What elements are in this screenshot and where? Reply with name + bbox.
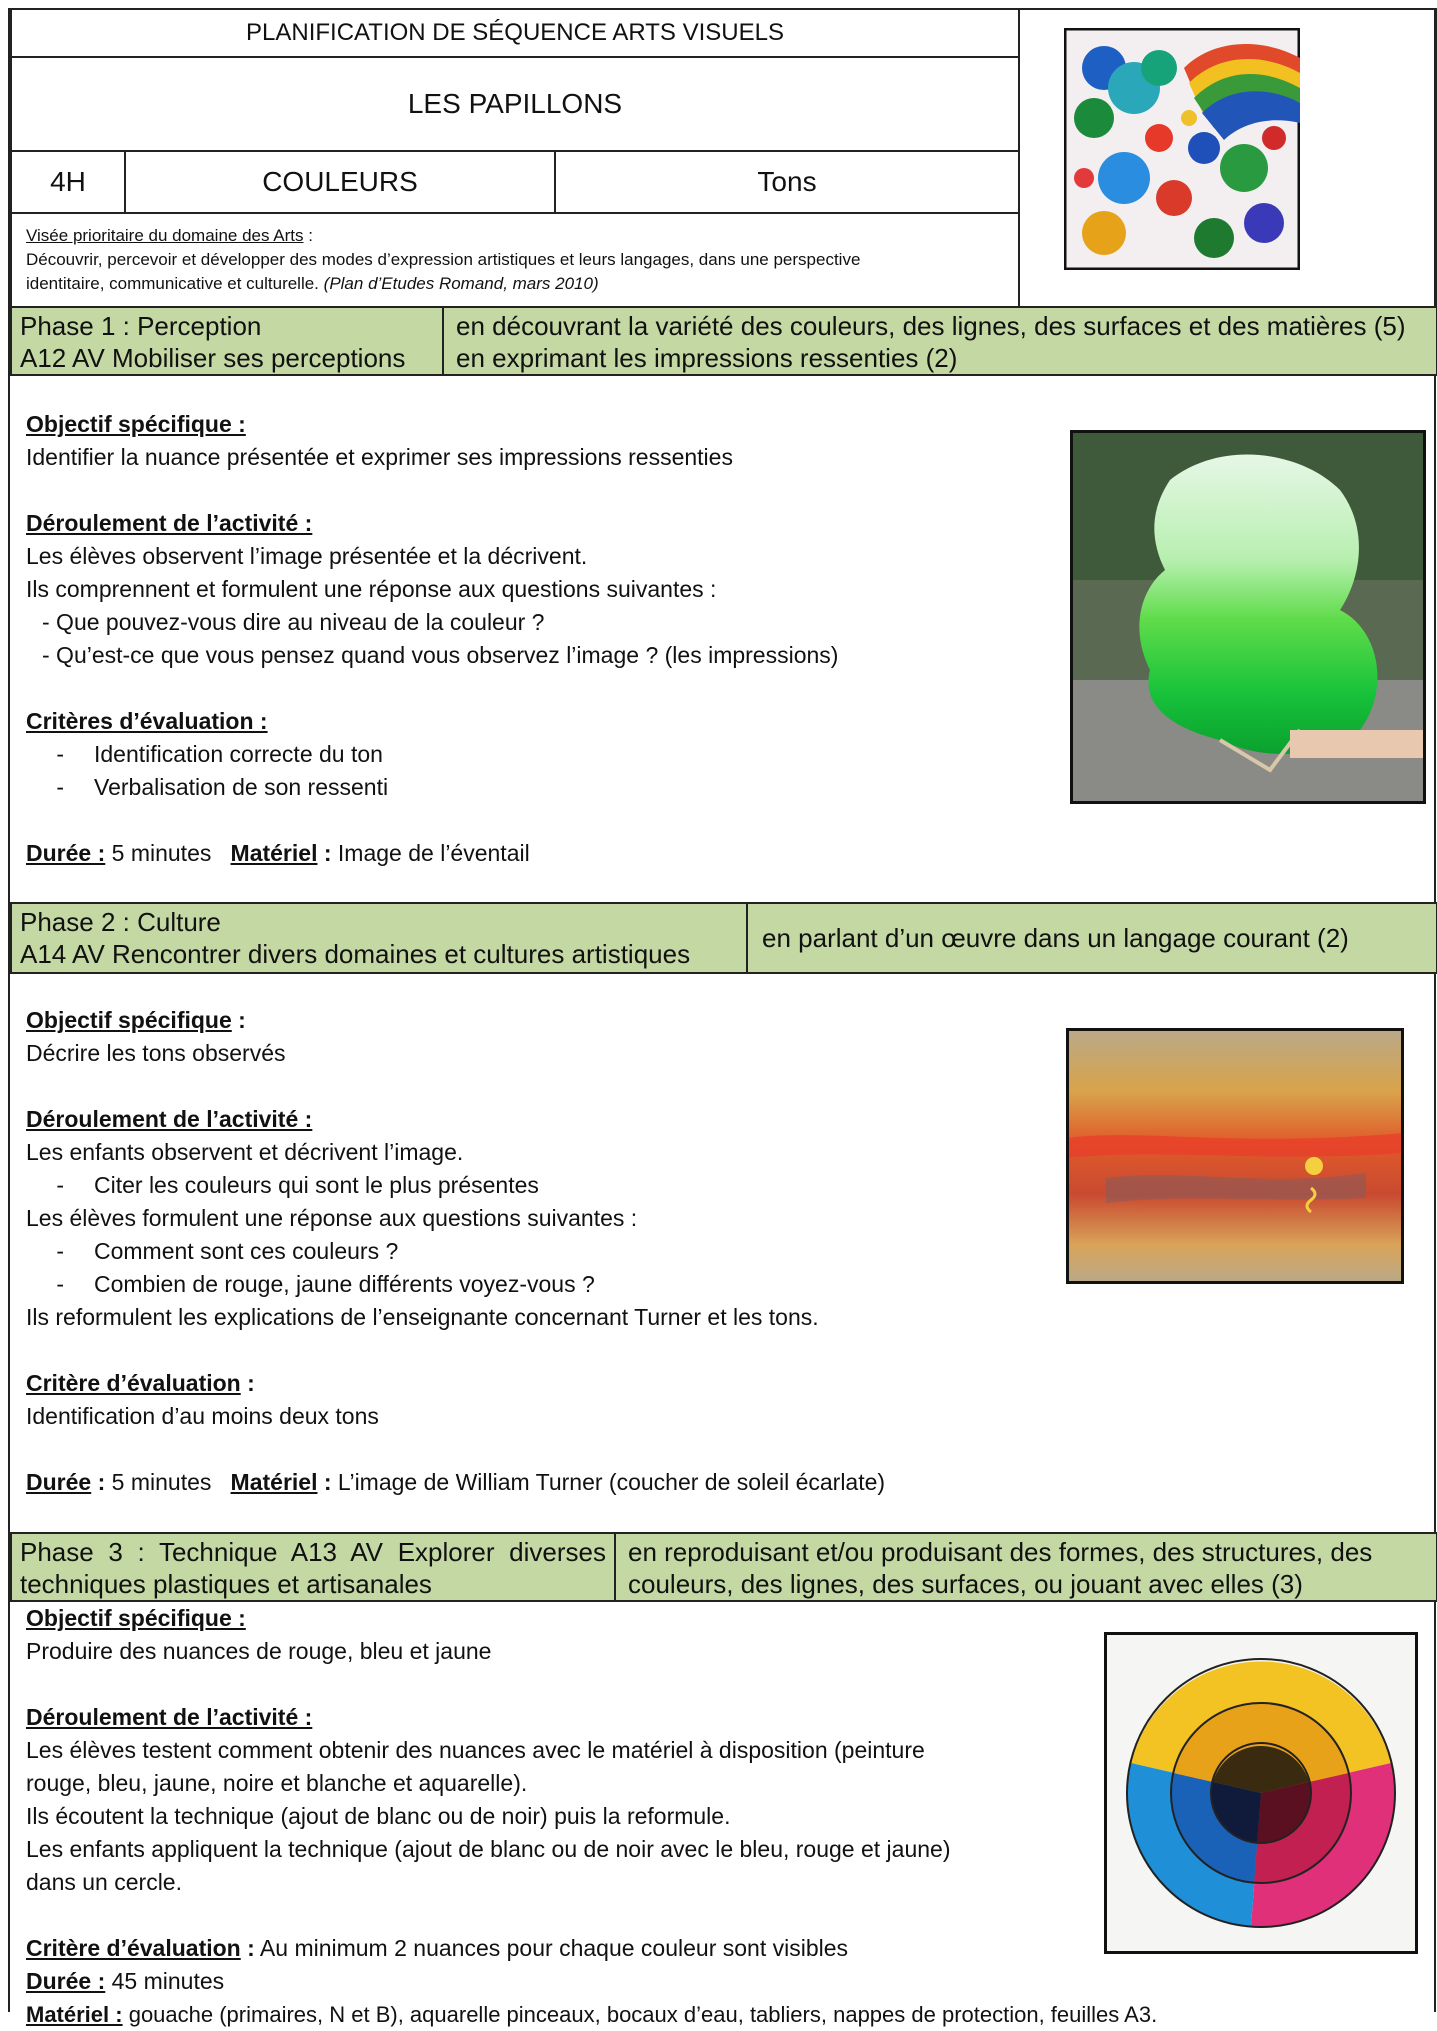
phase2-deroulement-3: Ils reformulent les explications de l’enseignante concernant Turner et les tons. (26, 1304, 819, 1330)
phase1-deroulement-label: Déroulement de l’activité : (26, 510, 313, 536)
phase2-objectif-label: Objectif spécifique (26, 1007, 232, 1033)
phase1-deroulement-2: Ils comprennent et formulent une réponse aux questions suivantes : (26, 576, 717, 602)
phase2-materiel-label: Matériel (230, 1469, 318, 1495)
phase1-duree-value: 5 minutes (105, 840, 212, 866)
phase1-critere-1-item (26, 738, 1026, 771)
phase2-band-right (746, 902, 1437, 974)
plan-title: PLANIFICATION DE SÉQUENCE ARTS VISUELS (246, 19, 784, 46)
bullet-dash: - (56, 1238, 64, 1264)
phase3-objectif-text: Produire des nuances de rouge, bleu et jaune (26, 1638, 492, 1664)
phase2-objectif-colon: : (231, 1007, 246, 1033)
phase3-materiel-line (26, 1998, 1426, 2031)
visee-text-2: identitaire, communicative et culturelle. (26, 274, 319, 293)
bullet-dash: - (56, 774, 64, 800)
visee-text-1: Découvrir, percevoir et développer des modes d’expression artistiques et leurs langages, dans une perspective (26, 250, 861, 269)
phase1-question-2: - Qu’est-ce que vous pensez quand vous observez l’image ? (les impressions) (42, 642, 839, 668)
header-image-cell (1018, 8, 1437, 308)
visee-source: (Plan d’Etudes Romand, mars 2010) (323, 274, 599, 293)
visee-block (26, 224, 1018, 296)
domain-label: COULEURS (262, 166, 418, 197)
plan-title-cell (10, 8, 1020, 58)
phase3-deroulement-label: Déroulement de l’activité : (26, 1704, 313, 1730)
phase2-deroulement-label: Déroulement de l’activité : (26, 1106, 313, 1132)
phase2-title: Phase 2 : Culture (20, 907, 221, 937)
bullet-dash: - (56, 1172, 64, 1198)
phase3-title-1: Phase 3 : Technique A13 AV Explorer diverses (20, 1537, 606, 1567)
phase2-materiel-colon: : (317, 1469, 332, 1495)
phase2-subtitle: A14 AV Rencontrer divers domaines et cultures artistiques (20, 939, 691, 969)
phase1-objectif-text: Identifier la nuance présentée et exprimer ses impressions ressenties (26, 444, 733, 470)
phase2-duree-colon: : (91, 1469, 106, 1495)
notion-label: Tons (757, 166, 817, 197)
phase1-deroulement-1: Les élèves observent l’image présentée et la décrivent. (26, 543, 588, 569)
phase1-content (26, 408, 1026, 870)
domain-cell (124, 150, 556, 214)
phase3-deroulement-4: Les enfants appliquent la technique (ajout de blanc ou de noir avec le bleu, rouge et jaune) (26, 1836, 951, 1862)
phase2-deroulement-2: Les élèves formulent une réponse aux questions suivantes : (26, 1205, 638, 1231)
phase2-content (26, 1004, 1026, 1499)
phase2-objectif-text: Décrire les tons observés (26, 1040, 286, 1066)
phase3-critere-label: Critère d’évaluation (26, 1935, 241, 1961)
phase3-deroulement-1: Les élèves testent comment obtenir des nuances avec le matériel à disposition (peinture (26, 1737, 925, 1763)
phase2-duree-label: Durée (26, 1469, 92, 1495)
phase1-question-1: - Que pouvez-vous dire au niveau de la couleur ? (42, 609, 545, 635)
phase1-objectif-label: Objectif spécifique : (26, 411, 246, 437)
phase1-aim-2: en exprimant les impressions ressenties (2) (456, 343, 958, 373)
phase2-bullet-2-item (26, 1235, 1026, 1268)
phase3-materiel-value: gouache (primaires, N et B), aquarelle pinceaux, bocaux d’eau, tabliers, nappes de protection, feuilles A3. (122, 2002, 1158, 2027)
bullet-dash: - (56, 1271, 64, 1297)
turner-sunset-image (1066, 1028, 1404, 1284)
phase1-materiel-label: Matériel (230, 840, 318, 866)
phase1-critere-2: Verbalisation de son ressenti (94, 774, 389, 800)
phase2-critere-label: Critère d’évaluation (26, 1370, 241, 1396)
phase1-materiel-colon: : (317, 840, 332, 866)
phase1-aim-1: en découvrant la variété des couleurs, des lignes, des surfaces et des matières (5) (456, 311, 1406, 341)
phase2-bullet-1-item (26, 1169, 1026, 1202)
phase3-band-right (614, 1532, 1437, 1602)
phase3-materiel-label: Matériel : (26, 2002, 123, 2027)
phase3-aim-1: en reproduisant et/ou produisant des formes, des structures, des (628, 1537, 1373, 1567)
phase2-duree-materiel (26, 1466, 1026, 1499)
phase3-duree-value: 45 minutes (105, 1968, 225, 1994)
level-cell (10, 150, 126, 214)
phase2-aim: en parlant d’un œuvre dans un langage courant (2) (762, 922, 1349, 953)
phase2-bullet-2: Comment sont ces couleurs ? (94, 1238, 399, 1264)
phase1-band-left (10, 306, 444, 376)
phase1-critere-1: Identification correcte du ton (94, 741, 383, 767)
phase1-subtitle: A12 AV Mobiliser ses perceptions (20, 343, 406, 373)
phase3-duree-label: Durée : (26, 1968, 106, 1994)
theme-title: LES PAPILLONS (407, 88, 623, 119)
visee-cell (10, 212, 1020, 308)
phase3-band-left (10, 1532, 616, 1602)
theme-cell (10, 56, 1020, 152)
phase1-duree-materiel (26, 837, 1026, 870)
phase1-critere-2-item (26, 771, 1026, 804)
phase2-materiel-value: L’image de William Turner (coucher de soleil écarlate) (331, 1469, 886, 1495)
phase3-title-2: techniques plastiques et artisanales (20, 1569, 432, 1599)
butterfly-painting-image (1064, 28, 1300, 270)
phase3-objectif-label: Objectif spécifique : (26, 1605, 246, 1631)
phase1-materiel-value: Image de l’éventail (331, 840, 530, 866)
bullet-dash: - (56, 741, 64, 767)
phase3-critere-colon: : (240, 1935, 255, 1961)
phase3-deroulement-2: rouge, bleu, jaune, noire et blanche et aquarelle). (26, 1770, 528, 1796)
phase2-critere-text: Identification d’au moins deux tons (26, 1403, 379, 1429)
phase3-duree-line (26, 1965, 1426, 1998)
visee-colon: : (303, 226, 313, 245)
phase2-bullet-1: Citer les couleurs qui sont le plus présentes (94, 1172, 539, 1198)
phase2-objectif-line (26, 1004, 1026, 1037)
phase2-deroulement-1: Les enfants observent et décrivent l’image. (26, 1139, 464, 1165)
phase2-band-left (10, 902, 748, 974)
phase2-bullet-3: Combien de rouge, jaune différents voyez-vous ? (94, 1271, 595, 1297)
phase1-criteres-label: Critères d’évaluation : (26, 708, 268, 734)
phase3-aim-2: couleurs, des lignes, des surfaces, ou jouant avec elles (3) (628, 1569, 1303, 1599)
notion-cell (554, 150, 1020, 214)
phase3-critere-text: Au minimum 2 nuances pour chaque couleur sont visibles (254, 1935, 849, 1961)
level-label: 4H (50, 166, 86, 197)
visee-label: Visée prioritaire du domaine des Arts (26, 226, 304, 245)
lesson-plan-page (8, 8, 1436, 2027)
phase1-duree-label: Durée : (26, 840, 106, 866)
phase1-band-right (442, 306, 1437, 376)
green-fan-image (1070, 430, 1426, 804)
phase3-deroulement-5: dans un cercle. (26, 1869, 182, 1895)
phase2-duree-value: 5 minutes (105, 1469, 212, 1495)
phase2-critere-colon: : (240, 1370, 255, 1396)
phase2-critere-line (26, 1367, 1026, 1400)
color-wheel-image (1104, 1632, 1418, 1954)
phase1-title: Phase 1 : Perception (20, 311, 262, 341)
phase2-bullet-3-item (26, 1268, 1026, 1301)
phase3-deroulement-3: Ils écoutent la technique (ajout de blanc ou de noir) puis la reformule. (26, 1803, 731, 1829)
